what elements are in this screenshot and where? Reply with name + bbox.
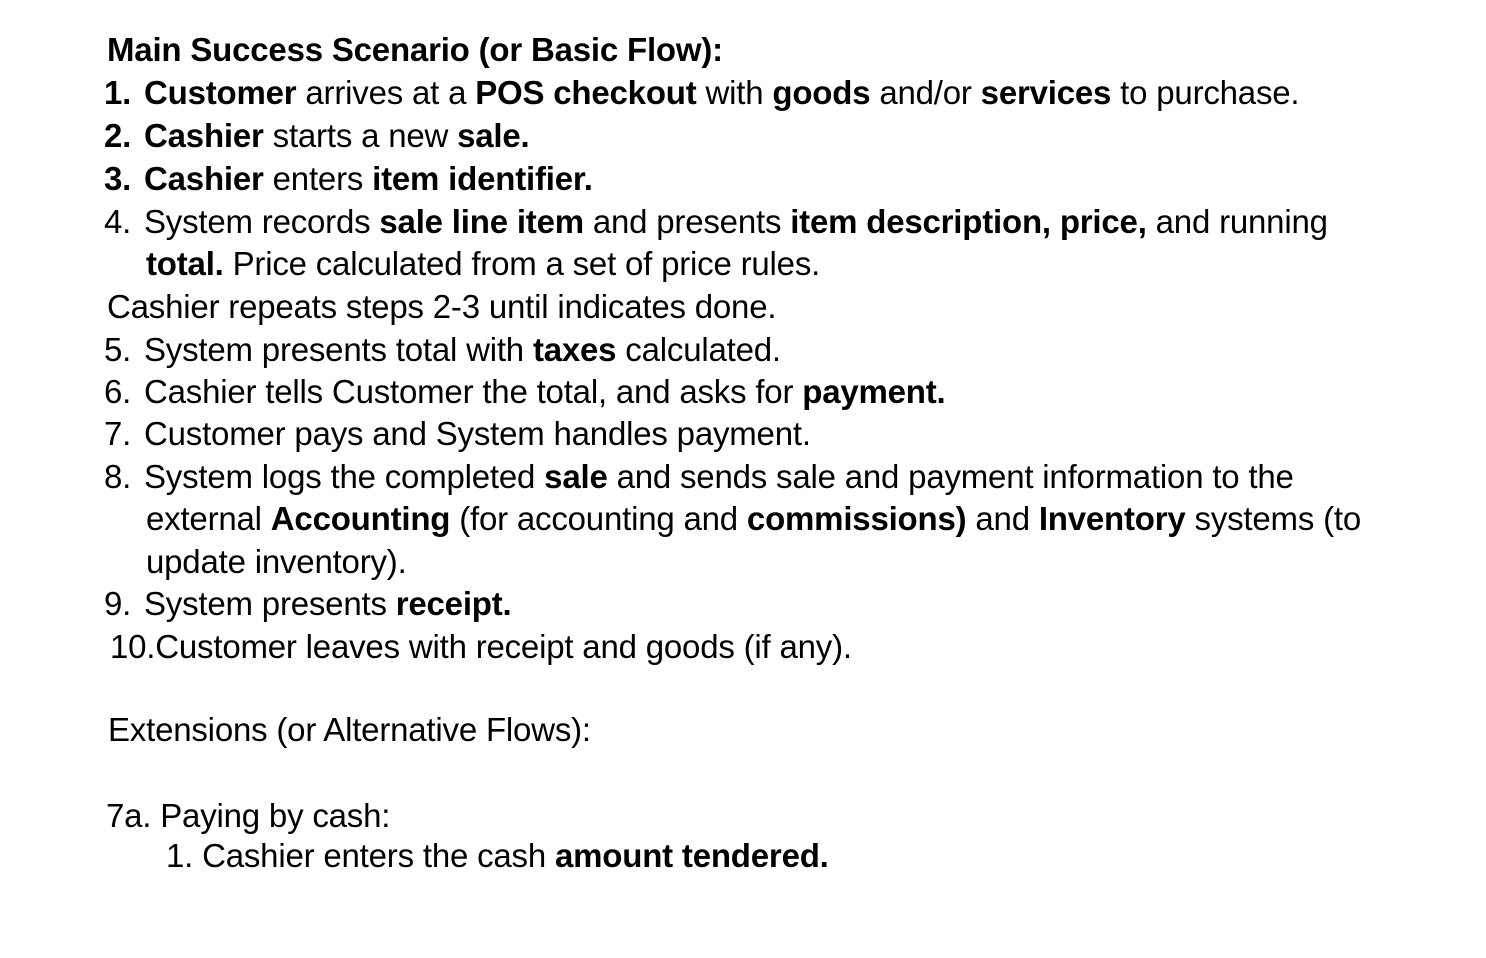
term: Cashier (144, 160, 264, 197)
step-number: 6. (104, 373, 132, 410)
text: and running (1146, 203, 1328, 240)
step-number: 1. (104, 74, 132, 111)
step-1 (104, 72, 1299, 114)
step-number: 9. (104, 585, 132, 622)
term: sale. (457, 117, 530, 154)
step-2 (104, 115, 530, 157)
text: external (146, 500, 271, 537)
text: calculated. (616, 331, 781, 368)
term: POS checkout (475, 74, 697, 111)
extensions-heading: Extensions (or Alternative Flows): (108, 711, 591, 748)
term: commissions) (746, 500, 967, 537)
step-number: 8. (104, 458, 132, 495)
text: System presents (144, 585, 396, 622)
text: enters (263, 160, 373, 197)
text: Customer pays and System handles payment. (144, 415, 811, 452)
text: to purchase. (1111, 74, 1300, 111)
text: and presents (583, 203, 791, 240)
text: System logs the completed (144, 458, 545, 495)
term: services (980, 74, 1112, 111)
step-10: 10.Customer leaves with receipt and goods (if any). (110, 628, 852, 665)
step-3 (104, 158, 593, 200)
step-8-continued (146, 498, 1361, 540)
term: receipt. (395, 585, 512, 622)
step-8 (104, 456, 1294, 498)
step-9 (104, 583, 512, 625)
term: sale (544, 458, 608, 495)
step-number: 3. (104, 160, 132, 197)
text: System records (144, 203, 380, 240)
term: Customer (144, 74, 297, 111)
step-7 (104, 413, 811, 455)
repeat-note: Cashier repeats steps 2-3 until indicates done. (107, 288, 777, 325)
extension-7a-step-1 (166, 835, 829, 877)
step-5 (104, 329, 781, 371)
term: sale line item (379, 203, 584, 240)
step-6 (104, 371, 946, 413)
text: Cashier tells Customer the total, and asks for (144, 373, 803, 410)
step-number: 2. (104, 117, 132, 154)
term: Cashier (144, 117, 264, 154)
term: Accounting (270, 500, 451, 537)
text: and (966, 500, 1039, 537)
term: goods (772, 74, 871, 111)
term: item identifier. (372, 160, 593, 197)
term: amount tendered. (554, 837, 829, 874)
main-scenario-heading: Main Success Scenario (or Basic Flow): (107, 31, 723, 68)
term: Inventory (1038, 500, 1186, 537)
text: starts a new (263, 117, 458, 154)
step-number: 5. (104, 331, 132, 368)
step-4 (104, 201, 1328, 243)
step-number: 4. (104, 203, 132, 240)
text: 1. Cashier enters the cash (166, 837, 555, 874)
text: and sends sale and payment information to the (607, 458, 1294, 495)
text: System presents total with (144, 331, 533, 368)
text: and/or (870, 74, 981, 111)
term: taxes (532, 331, 617, 368)
text: arrives at a (296, 74, 476, 111)
step-4-continued (146, 243, 820, 285)
step-8-continued-2: update inventory). (146, 543, 407, 580)
text: (for accounting and (450, 500, 747, 537)
step-number: 7. (104, 415, 132, 452)
text: Price calculated from a set of price rules. (223, 245, 821, 282)
term: payment. (802, 373, 946, 410)
extension-7a-label: 7a. Paying by cash: (106, 797, 391, 834)
text: systems (to (1185, 500, 1362, 537)
text: with (696, 74, 773, 111)
term: total. (146, 245, 224, 282)
term: item description, price, (790, 203, 1147, 240)
